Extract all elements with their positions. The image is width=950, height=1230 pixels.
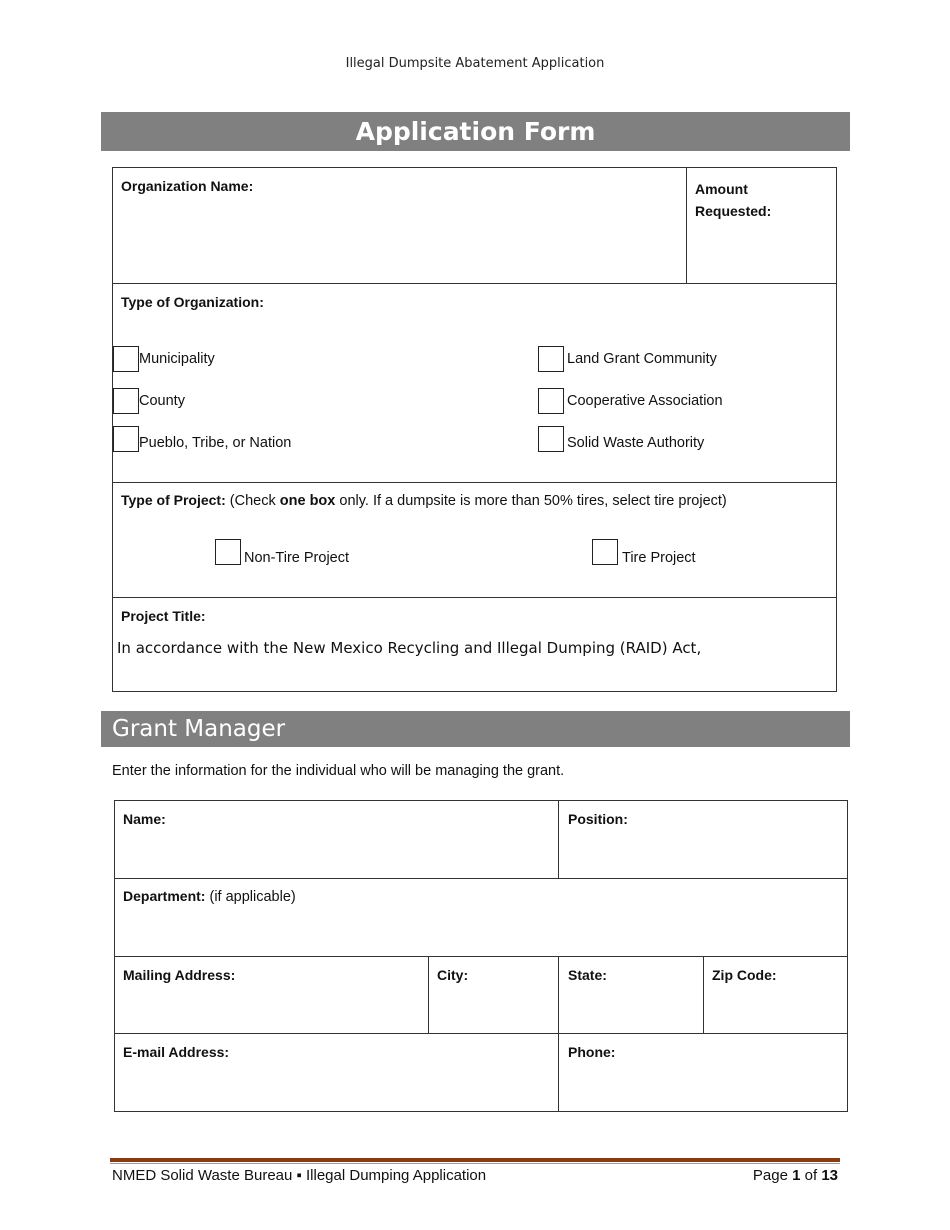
amount-requested-label	[695, 178, 771, 222]
gm-col-divider-name-position	[558, 800, 559, 879]
row-divider-2	[112, 482, 837, 483]
page-of: of	[800, 1167, 822, 1184]
organization-name-label: Organization Name:	[121, 178, 254, 194]
checkbox-county[interactable]	[113, 388, 139, 414]
mailing-address-field[interactable]	[115, 990, 427, 1032]
checkbox-cooperative-association[interactable]	[538, 388, 564, 414]
option-solid-waste-authority: Solid Waste Authority	[567, 435, 705, 451]
grant-manager-banner: Grant Manager	[101, 711, 850, 747]
gm-col-divider-email-phone	[558, 1033, 559, 1112]
running-header: Illegal Dumpsite Abatement Application	[345, 56, 605, 71]
option-pueblo-tribe-nation: Pueblo, Tribe, or Nation	[139, 435, 292, 451]
department-line	[123, 888, 296, 905]
checkbox-land-grant-community[interactable]	[538, 346, 564, 372]
mailing-address-label: Mailing Address:	[123, 967, 236, 983]
email-address-field[interactable]	[115, 1068, 557, 1111]
page-current: 1	[792, 1167, 801, 1184]
page-number	[753, 1167, 838, 1184]
gm-col-divider-address-city	[428, 956, 429, 1034]
organization-name-field[interactable]	[113, 200, 685, 282]
state-field[interactable]	[560, 990, 702, 1032]
checkbox-non-tire-project[interactable]	[215, 539, 241, 565]
option-land-grant-community: Land Grant Community	[567, 351, 717, 367]
type-of-project-label: Type of Project:	[121, 492, 226, 508]
type-of-project-note-emphasis: one box	[279, 493, 336, 509]
email-address-label: E-mail Address:	[123, 1044, 230, 1060]
department-field[interactable]	[115, 912, 847, 955]
city-field[interactable]	[430, 990, 557, 1032]
state-label: State:	[568, 967, 607, 983]
project-title-label: Project Title:	[121, 608, 206, 624]
department-label: Department:	[123, 888, 206, 904]
application-form-banner: Application Form	[101, 112, 850, 151]
gm-col-divider-city-state	[558, 956, 559, 1034]
phone-field[interactable]	[560, 1068, 847, 1111]
name-field[interactable]	[115, 835, 557, 877]
phone-label: Phone:	[568, 1044, 616, 1060]
checkbox-tire-project[interactable]	[592, 539, 618, 565]
footer-title: NMED Solid Waste Bureau ▪ Illegal Dumping Application	[112, 1167, 487, 1184]
type-of-organization-label: Type of Organization:	[121, 294, 264, 310]
page-word: Page	[752, 1167, 793, 1184]
position-label: Position:	[568, 811, 628, 827]
gm-col-divider-state-zip	[703, 956, 704, 1034]
checkbox-solid-waste-authority[interactable]	[538, 426, 564, 452]
footer-rule	[110, 1158, 840, 1162]
option-county: County	[139, 393, 185, 409]
option-cooperative-association: Cooperative Association	[567, 393, 723, 409]
position-field[interactable]	[560, 835, 847, 877]
project-title-text: In accordance with the New Mexico Recycling and Illegal Dumping (RAID) Act,	[117, 639, 702, 657]
zip-code-label: Zip Code:	[712, 967, 777, 983]
gm-row-divider-3	[114, 1033, 848, 1034]
type-of-project-note-a: (Check	[229, 493, 280, 509]
type-of-project-note-c: only. If a dumpsite is more than 50% tires, select tire project)	[335, 493, 727, 509]
checkbox-pueblo-tribe-nation[interactable]	[113, 426, 139, 452]
zip-code-field[interactable]	[705, 990, 847, 1032]
department-note: (if applicable)	[205, 889, 296, 905]
grant-manager-intro: Enter the information for the individual who will be managing the grant.	[112, 763, 565, 779]
page-total: 13	[821, 1167, 838, 1184]
name-label: Name:	[123, 811, 166, 827]
option-non-tire-project: Non-Tire Project	[244, 550, 350, 566]
gm-row-divider-2	[114, 956, 848, 957]
amount-requested-label-line1: Amount	[695, 181, 748, 197]
row-divider-3	[112, 597, 837, 598]
gm-row-divider-1	[114, 878, 848, 879]
type-of-project-line	[121, 492, 727, 509]
option-municipality: Municipality	[139, 351, 215, 367]
footer-rule-thin	[110, 1163, 840, 1164]
city-label: City:	[437, 967, 469, 983]
option-tire-project: Tire Project	[622, 550, 696, 566]
row-divider-1	[112, 283, 837, 284]
amount-requested-label-line2: Requested:	[695, 203, 772, 219]
checkbox-municipality[interactable]	[113, 346, 139, 372]
amount-requested-field[interactable]	[687, 225, 836, 282]
